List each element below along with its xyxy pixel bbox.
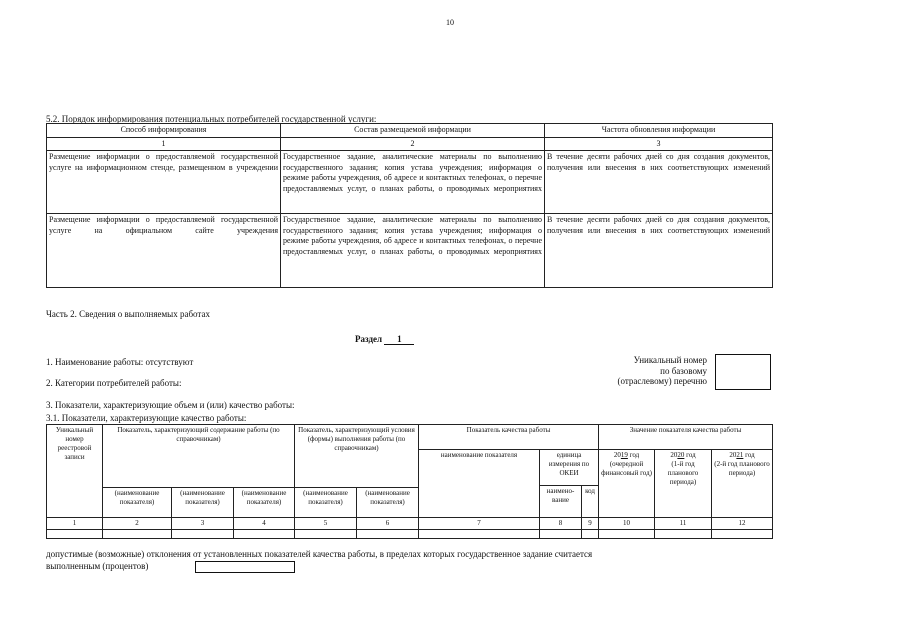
year-suffix: год — [629, 451, 640, 459]
h-year-1 — [599, 450, 655, 518]
unique-number-box[interactable] — [715, 354, 771, 390]
year-prefix: 20 — [613, 451, 621, 459]
part2-title: Часть 2. Сведения о выполняемых работах — [46, 309, 210, 319]
year-note: (1-й год планового периода) — [667, 460, 699, 486]
page-number: 10 — [446, 18, 454, 27]
year-suffix: год — [745, 451, 755, 459]
empty-cell — [357, 530, 419, 539]
year-note: (очередной финансовый год) — [601, 460, 652, 477]
col-number: 9 — [582, 518, 599, 530]
empty-cell — [47, 530, 103, 539]
empty-cell — [655, 530, 712, 539]
col-number: 1 — [47, 137, 281, 151]
year-prefix: 20 — [729, 451, 737, 459]
quality-header-row — [47, 425, 773, 450]
h-year-3 — [712, 450, 773, 518]
year-value: 20 — [677, 451, 685, 459]
quality-number-row — [47, 518, 773, 530]
empty-cell — [712, 530, 773, 539]
cell-frequency: В течение десяти рабочих дней со дня создания документов, получения или внесения в них соответствующих изменений — [545, 214, 773, 288]
h-name-sub: (наименование показателя) — [295, 488, 357, 518]
cell-method: Размещение информации о предоставляемой государственной услуге на официальном сайте учреждения — [47, 214, 281, 288]
year-value: 19 — [620, 451, 628, 459]
col-number: 4 — [234, 518, 295, 530]
informing-number-row — [47, 137, 773, 151]
col-number: 6 — [357, 518, 419, 530]
col-number: 7 — [419, 518, 540, 530]
consumers-category: 2. Категории потребителей работы: — [46, 378, 182, 388]
indicators-heading: 3. Показатели, характеризующие объем и (или) качество работы: — [46, 400, 295, 410]
col-number: 12 — [712, 518, 773, 530]
h-quality: Показатель качества работы — [419, 425, 599, 450]
section-number: 1 — [384, 334, 414, 345]
empty-cell — [295, 530, 357, 539]
section-title — [355, 334, 414, 345]
cell-content: Государственное задание, аналитические материалы по выполнению государственного задания; копия устава учреждения; информация о режиме работы учреждения, об адресе и контактных телефонах, о перечне предоставляемых услуг, о планах работы, о проводимых мероприятиях — [281, 151, 545, 214]
quality-table — [46, 424, 773, 539]
year-suffix: год — [686, 451, 696, 459]
col-number: 5 — [295, 518, 357, 530]
empty-cell — [172, 530, 234, 539]
year-note: (2-й год планового периода) — [714, 460, 770, 477]
col-header-content: Состав размещаемой информации — [281, 124, 545, 138]
table-row — [47, 214, 773, 288]
h-name-sub: (наименование показателя) — [234, 488, 295, 518]
h-name-sub: (наименование показателя) — [172, 488, 234, 518]
col-number: 8 — [540, 518, 582, 530]
col-number: 10 — [599, 518, 655, 530]
empty-cell — [599, 530, 655, 539]
unique-label-line: по базовому — [660, 365, 707, 376]
empty-cell — [419, 530, 540, 539]
empty-cell — [234, 530, 295, 539]
col-number: 11 — [655, 518, 712, 530]
empty-cell — [540, 530, 582, 539]
col-number: 3 — [545, 137, 773, 151]
table-row — [47, 530, 773, 539]
col-number: 1 — [47, 518, 103, 530]
h-unique: Уникальный номер реестровой записи — [47, 425, 103, 518]
section-label: Раздел — [355, 334, 383, 344]
unique-label-line: Уникальный номер — [633, 355, 707, 365]
section-5-2-heading: 5.2. Порядок информирования потенциальных потребителей государственной услуги: — [46, 114, 377, 124]
h-conditions: Показатель, характеризующий условия (формы) выполнения работы (по справочникам) — [295, 425, 419, 488]
cell-frequency: В течение десяти рабочих дней со дня создания документов, получения или внесения в них соответствующих изменений — [545, 151, 773, 214]
col-header-frequency: Частота обновления информации — [545, 124, 773, 138]
year-value: 21 — [736, 451, 744, 459]
unique-label-line: (отраслевому) перечню — [617, 376, 707, 386]
h-unit-name: наимено-вание — [540, 486, 582, 518]
h-name-sub: (наименование показателя) — [103, 488, 172, 518]
unique-number-label — [590, 355, 707, 387]
col-number: 2 — [103, 518, 172, 530]
informing-header-row — [47, 124, 773, 138]
informing-table — [46, 123, 773, 288]
empty-cell — [103, 530, 172, 539]
h-year-2 — [655, 450, 712, 518]
work-name: 1. Наименование работы: отсутствуют — [46, 357, 194, 367]
col-number: 2 — [281, 137, 545, 151]
cell-method: Размещение информации о предоставляемой государственной услуге на информационном стенде, размещенном в учреждении — [47, 151, 281, 214]
deviation-line-2: выполненным (процентов) — [46, 561, 149, 571]
deviation-line-1: допустимые (возможные) отклонения от установленных показателей качества работы, в пределах которых государственное задание считается — [46, 549, 593, 559]
col-header-method: Способ информирования — [47, 124, 281, 138]
h-indicator-name: наименование показателя — [419, 450, 540, 518]
table-row — [47, 151, 773, 214]
h-values: Значение показателя качества работы — [599, 425, 773, 450]
quality-heading: 3.1. Показатели, характеризующие качество работы: — [46, 413, 247, 423]
col-number: 3 — [172, 518, 234, 530]
deviation-value-box[interactable] — [195, 561, 295, 573]
empty-cell — [582, 530, 599, 539]
h-content: Показатель, характеризующий содержание работы (по справочникам) — [103, 425, 295, 488]
h-unit-code: код — [582, 486, 599, 518]
h-unit: единица измерения по ОКЕИ — [540, 450, 599, 486]
h-name-sub: (наименование показателя) — [357, 488, 419, 518]
cell-content: Государственное задание, аналитические материалы по выполнению государственного задания; копия устава учреждения; информация о режиме работы учреждения, об адресе и контактных телефонах, о перечне предоставляемых услуг, о планах работы, о проводимых мероприятиях — [281, 214, 545, 288]
year-prefix: 20 — [670, 451, 678, 459]
